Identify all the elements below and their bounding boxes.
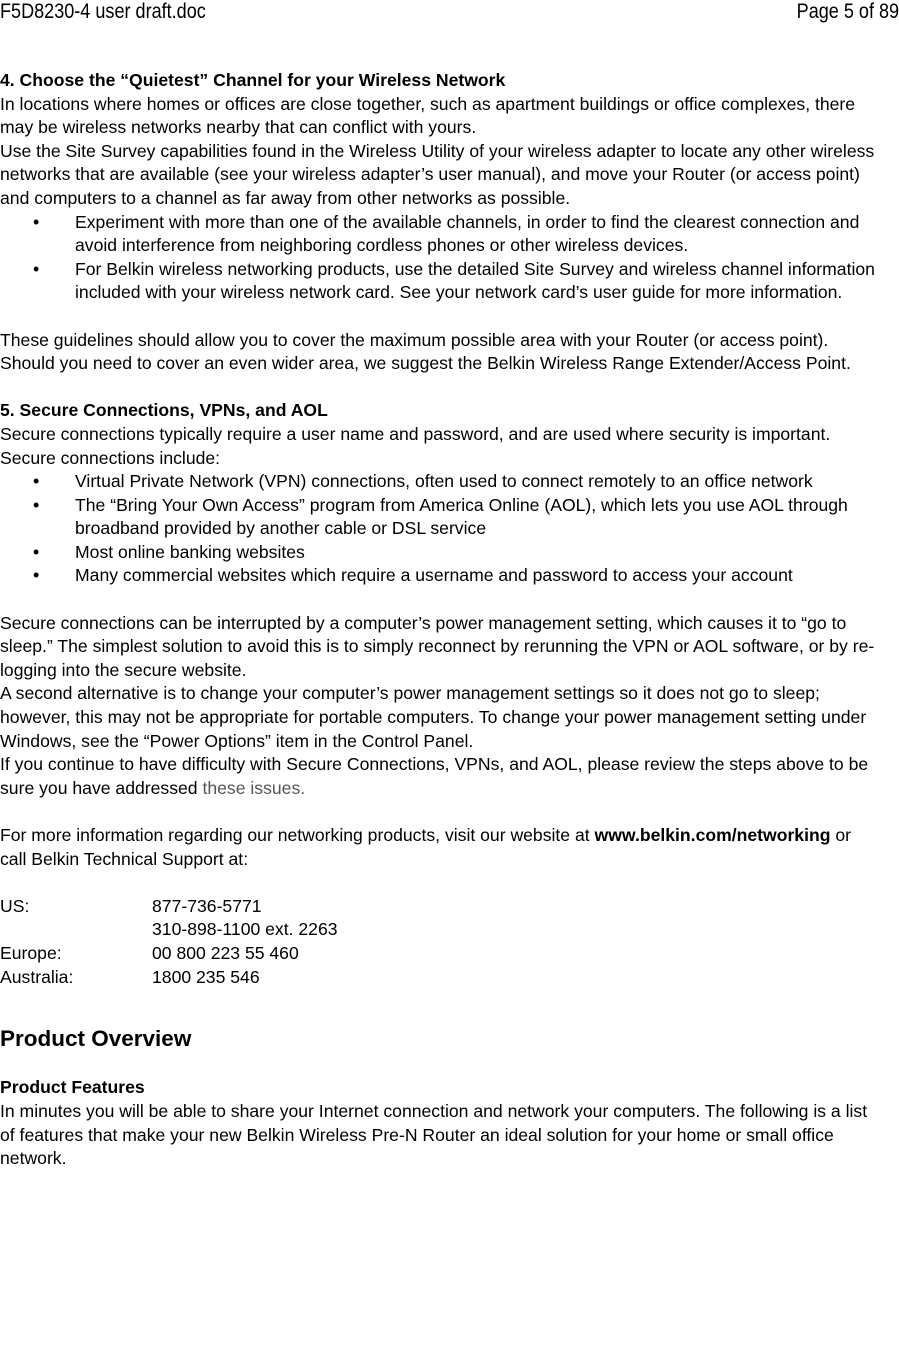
bullet-icon: • <box>33 211 40 232</box>
section4-bullet-list <box>0 211 882 305</box>
spacer <box>0 989 882 1013</box>
paragraph-text: For more information regarding our networking products, visit our website at <box>0 825 595 845</box>
section5-paragraph: Secure connections can be interrupted by a computer’s power management setting, which causes it to “go to sleep.” The simplest solution to avoid this is to simply reconnect by rerunning the VPN or AOL software, or by re-logging into the secure website. <box>0 612 875 680</box>
bullet-icon: • <box>33 565 40 586</box>
spacer <box>0 1053 882 1077</box>
section5-paragraph: A second alternative is to change your computer’s power management settings so it does not go to sleep; however, this may not be appropriate for portable computers. To change your power management setting under Windows, see the “Power Options” item in the Control Panel. <box>0 683 867 751</box>
list-item <box>0 211 882 258</box>
list-item <box>0 494 882 541</box>
bullet-icon: • <box>33 541 40 562</box>
more-info-paragraph <box>0 824 882 871</box>
list-item <box>0 470 882 494</box>
paragraph-text: If you continue to have difficulty with Secure Connections, VPNs, and AOL, please review the steps above to be sure you have addressed <box>0 754 869 798</box>
list-item <box>0 541 882 565</box>
contact-region: Europe: <box>0 942 62 963</box>
section5-paragraph: Secure connections typically require a user name and password, and are used where security is important. Secure connections include: <box>0 423 831 468</box>
contact-region: US: <box>0 895 30 916</box>
spacer <box>0 376 882 400</box>
spacer <box>0 305 882 329</box>
list-item-text: Experiment with more than one of the available channels, in order to find the clearest connection and avoid interference from neighboring cordless phones or other wireless devices. <box>75 211 860 256</box>
list-item <box>0 258 882 305</box>
support-contacts <box>0 895 882 989</box>
section4-heading: 4. Choose the “Quietest” Channel for your Wireless Network <box>0 70 506 90</box>
spacer <box>0 871 882 895</box>
list-item-text: Many commercial websites which require a username and password to access your account <box>75 565 793 586</box>
section5-heading: 5. Secure Connections, VPNs, and AOL <box>0 400 328 421</box>
spacer <box>0 800 882 824</box>
contact-row <box>0 942 882 966</box>
issues-link[interactable]: these issues. <box>202 777 306 798</box>
section5-bullet-list <box>0 470 882 588</box>
contact-row <box>0 895 882 919</box>
contact-row <box>0 918 882 942</box>
list-item <box>0 564 882 588</box>
list-item-text: Most online banking websites <box>75 541 305 562</box>
document-filename: F5D8230-4 user draft.doc <box>0 0 206 23</box>
contact-phone: 310-898-1100 ext. 2263 <box>152 919 338 940</box>
contact-region: Australia: <box>0 966 74 987</box>
document-body <box>0 69 882 1171</box>
product-features-paragraph: In minutes you will be able to share your Internet connection and network your computers. The following is a list of features that make your new Belkin Wireless Pre-N Router an ideal solution for your home or small office network. <box>0 1100 868 1169</box>
spacer <box>0 588 882 612</box>
list-item-text: The “Bring Your Own Access” program from America Online (AOL), which lets you use AOL through broadband provided by another cable or DSL service <box>75 494 848 539</box>
paragraph-text: or call Belkin Technical Support at: <box>0 825 852 869</box>
section4-paragraph: Use the Site Survey capabilities found in the Wireless Utility of your wireless adapter to locate any other wireless networks that are available (see your wireless adapter’s user manual), and move your Router (or access point) and computers to a channel as far away from other networks as possible. <box>0 140 875 208</box>
bullet-icon: • <box>33 258 40 279</box>
contact-row <box>0 966 882 990</box>
section5-paragraph <box>0 753 882 800</box>
bullet-icon: • <box>33 494 40 515</box>
website-link[interactable]: www.belkin.com/networking <box>594 825 831 845</box>
list-item-text: For Belkin wireless networking products, use the detailed Site Survey and wireless channel information included with your wireless network card. See your network card’s user guide for more information. <box>75 258 875 303</box>
contact-phone: 1800 235 546 <box>152 966 260 987</box>
list-item-text: Virtual Private Network (VPN) connections, often used to connect remotely to an office network <box>75 471 813 492</box>
product-features-heading: Product Features <box>0 1077 145 1098</box>
section4-paragraph: These guidelines should allow you to cover the maximum possible area with your Router (or access point). Should you need to cover an even wider area, we suggest the Belkin Wireless Range Extender/Access Point. <box>0 329 851 374</box>
contact-phone: 00 800 223 55 460 <box>152 942 299 963</box>
bullet-icon: • <box>33 471 40 492</box>
product-overview-heading: Product Overview <box>0 1025 192 1051</box>
section4-paragraph: In locations where homes or offices are close together, such as apartment buildings or office complexes, there may be wireless networks nearby that can conflict with yours. <box>0 93 856 138</box>
page-number: Page 5 of 89 <box>796 0 899 23</box>
contact-phone: 877-736-5771 <box>152 895 262 916</box>
spacer <box>0 1013 882 1025</box>
